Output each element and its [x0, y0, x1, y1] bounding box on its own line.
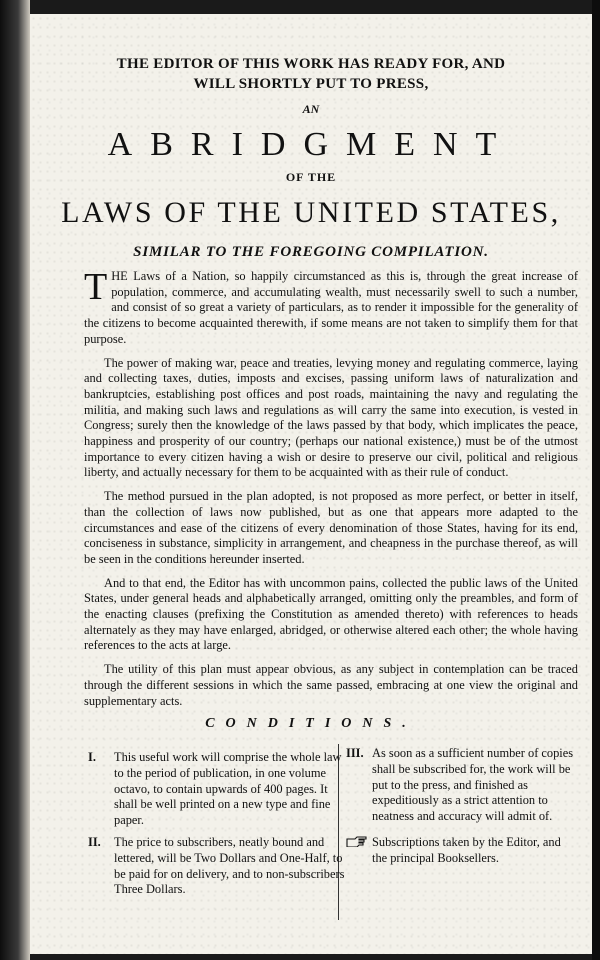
conditions-heading: CONDITIONS.	[205, 716, 417, 731]
subtitle-similar: SIMILAR TO THE FOREGOING COMPILATION.	[133, 244, 489, 260]
paragraph-5: The utility of this plan must appear obvious, as any subject in contemplation can be traced through the different sessions in which the same passed, embracing at one view the original and supplementary acts.	[84, 662, 578, 708]
condition-text: This useful work will comprise the whole law to the period of publication, in one volume octavo, to contain upwards of 400 pages. It shall be well printed on a new type and fine paper.	[114, 750, 342, 828]
condition-item	[88, 835, 352, 898]
scan-right-edge	[592, 0, 600, 960]
conditions-left-column	[88, 750, 352, 904]
title-laws: LAWS OF THE UNITED STATES,	[61, 196, 561, 229]
subscription-note	[346, 835, 578, 867]
drop-cap: T	[84, 266, 108, 308]
announcement-heading	[30, 54, 592, 94]
paragraph-4: And to that end, the Editor has with uncommon pains, collected the public laws of the United States, under general heads and alphabetically arranged, omitting only the preambles, and form of the enacting clauses (prefixing the Constitution as amended thereto) with references to heads alternately as they may have enlarged, abridged, or otherwise altered each other; the whole having references to the acts at large.	[84, 575, 578, 653]
scan-left-edge	[0, 0, 30, 960]
condition-item	[88, 750, 352, 829]
article-an: AN	[302, 102, 320, 116]
printed-page	[30, 14, 592, 954]
subscription-text: Subscriptions taken by the Editor, and the principal Booksellers.	[372, 834, 561, 865]
announcement-line-2: WILL SHORTLY PUT TO PRESS,	[193, 76, 429, 92]
announcement-line-1: THE EDITOR OF THIS WORK HAS READY FOR, AND	[116, 56, 506, 72]
condition-number: III.	[346, 746, 364, 760]
condition-text: As soon as a sufficient number of copies shall be subscribed for, the work will be put to the press, and finished as expeditiously as a strict attention to neatness and accuracy will admit of.	[372, 746, 574, 824]
title-abridgment: ABRIDGMENT	[107, 126, 515, 163]
condition-text: The price to subscribers, neatly bound and lettered, will be Two Dollars and One-Half, to be paid for on delivery, and to non-subscribers Three Dollars.	[114, 834, 345, 897]
condition-item	[346, 746, 578, 825]
paragraph-1	[84, 266, 578, 348]
paragraph-3: The method pursued in the plan adopted, is not proposed as more perfect, or better in itself, than the collection of laws now published, but as one that appears more adapted to the circumstances and ease of the citizens of every denomination of those States, having for its end, conciseness in substance, simplicity in arrangement, and cheapness in the purchase thereof, as will be seen in the conditions hereunder inserted.	[84, 489, 578, 566]
condition-number: I.	[88, 750, 96, 764]
condition-number: II.	[88, 834, 101, 849]
prospectus-body	[84, 266, 578, 717]
title-of-the: OF THE	[285, 170, 337, 184]
paragraph-1-text: HE Laws of a Nation, so happily circumstanced as this is, through the great increase of population, commerce, and accumulating wealth, must necessarily swell to such a number, and consist of so great a variety of particulars, as to render it impossible for the generality of the citizens to become acquainted therewith, if some means are not taken to simplify them for that purpose.	[84, 269, 578, 346]
pointing-hand-icon	[346, 835, 368, 847]
paragraph-2: The power of making war, peace and treaties, levying money and regulating commerce, laying and collecting taxes, duties, imposts and excises, passing uniform laws of naturalization and bankruptcies, establishing post offices and post roads, maintaining the navy and regulating the militia, and making such laws and regulations as will carry the same into execution, is vested in Congress; surely then the knowledge of the laws passed by that body, which implicates the peace, happiness and prosperity of our country; (perhaps our national existence,) must be of the utmost importance to every citizen having a wish or desire to preserve our civil, political and religious liberty, and actually necessary for them to be acquainted with as their rule of conduct.	[84, 355, 578, 480]
conditions-right-column	[346, 746, 578, 873]
